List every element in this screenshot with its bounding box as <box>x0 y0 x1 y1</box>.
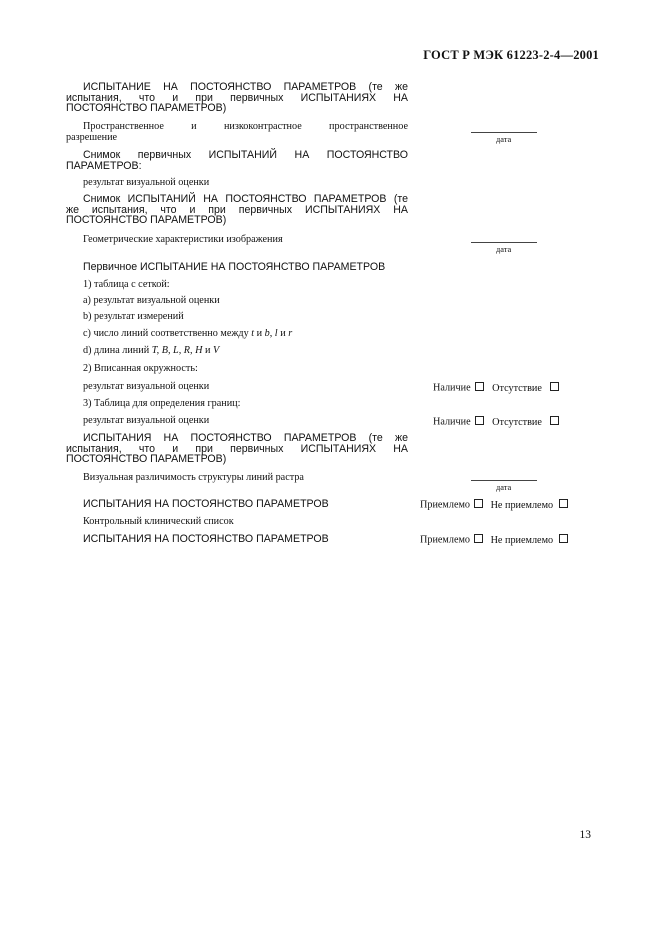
text-line: Пространственное и низкоконтрастное пространственное <box>83 121 408 132</box>
text-line: ПАРАМЕТРОВ: <box>66 159 142 172</box>
absence-checkbox[interactable] <box>550 382 559 391</box>
date-label: дата <box>496 135 512 144</box>
constancy-tests-result: ИСПЫТАНИЯ НА ПОСТОЯНСТВО ПАРАМЕТРОВ <box>83 498 329 510</box>
text-line: ПОСТОЯНСТВО ПАРАМЕТРОВ) <box>66 102 227 114</box>
presence-absence-choice: Наличие Отсутствие <box>433 382 559 394</box>
signature-date-line <box>471 242 537 243</box>
geometric-characteristics: Геометрические характеристики изображения <box>83 234 283 245</box>
item-b: b) результат измерений <box>83 311 184 322</box>
initial-test-image-block <box>66 150 408 171</box>
date-label: дата <box>496 245 512 254</box>
not-acceptable-checkbox[interactable] <box>559 499 568 508</box>
text-line: Снимок ИСПЫТАНИЙ НА ПОСТОЯНСТВО ПАРАМЕТРОВ (те <box>83 193 408 205</box>
initial-constancy-test: Первичное ИСПЫТАНИЕ НА ПОСТОЯНСТВО ПАРАМЕТРОВ <box>83 261 386 273</box>
presence-absence-choice: Наличие Отсутствие <box>433 416 559 428</box>
text-line: испытания, что и при первичных ИСПЫТАНИЯХ НА <box>66 91 408 104</box>
not-acceptable-checkbox[interactable] <box>559 534 568 543</box>
text-line: ИСПЫТАНИЯ НА ПОСТОЯНСТВО ПАРАМЕТРОВ (те же <box>83 432 408 444</box>
spatial-resolution-block <box>66 122 408 143</box>
visual-assessment-result: результат визуальной оценки <box>83 177 210 188</box>
boundary-table-item: 3) Таблица для определения границ: <box>83 398 241 409</box>
visual-assessment-result: результат визуальной оценки <box>83 381 210 392</box>
constancy-tests-result: ИСПЫТАНИЯ НА ПОСТОЯНСТВО ПАРАМЕТРОВ <box>83 533 329 545</box>
acceptable-checkbox[interactable] <box>474 534 483 543</box>
text-line: разрешение <box>66 131 118 143</box>
signature-date-line <box>471 132 537 133</box>
text-line: ПОСТОЯНСТВО ПАРАМЕТРОВ) <box>66 214 227 226</box>
acceptance-choice: Приемлемо Не приемлемо <box>420 534 568 546</box>
item-a: a) результат визуальной оценки <box>83 295 220 306</box>
test-constancy-block-2 <box>66 433 408 465</box>
clinical-checklist: Контрольный клинический список <box>83 516 234 527</box>
presence-checkbox[interactable] <box>475 416 484 425</box>
grid-table-item: 1) таблица с сеткой: <box>83 279 170 290</box>
visual-assessment-result: результат визуальной оценки <box>83 415 210 426</box>
date-label: дата <box>496 483 512 492</box>
presence-checkbox[interactable] <box>475 382 484 391</box>
text-line: ИСПЫТАНИЕ НА ПОСТОЯНСТВО ПАРАМЕТРОВ (те же <box>83 81 408 93</box>
raster-line-visibility: Визуальная различимость структуры линий растра <box>83 472 304 483</box>
text-line: ПОСТОЯНСТВО ПАРАМЕТРОВ) <box>66 453 227 465</box>
document-header: ГОСТ Р МЭК 61223-2-4—2001 <box>423 48 599 62</box>
text-line: же испытания, что и при первичных ИСПЫТАНИЯХ НА <box>66 203 408 216</box>
item-c: c) число линий соответственно между t и b, l и r <box>83 328 293 339</box>
acceptable-checkbox[interactable] <box>474 499 483 508</box>
text-line: испытания, что и при первичных ИСПЫТАНИЯХ НА <box>66 442 408 455</box>
page-number: 13 <box>579 829 591 841</box>
text-line: Снимок первичных ИСПЫТАНИЙ НА ПОСТОЯНСТВО <box>83 149 408 161</box>
absence-checkbox[interactable] <box>550 416 559 425</box>
item-d: d) длина линий T, B, L, R, H и V <box>83 345 220 356</box>
test-constancy-block-1 <box>66 82 408 114</box>
inscribed-circle-item: 2) Вписанная окружность: <box>83 363 198 374</box>
signature-date-line <box>471 480 537 481</box>
acceptance-choice: Приемлемо Не приемлемо <box>420 499 568 511</box>
constancy-test-image-block <box>66 194 408 226</box>
